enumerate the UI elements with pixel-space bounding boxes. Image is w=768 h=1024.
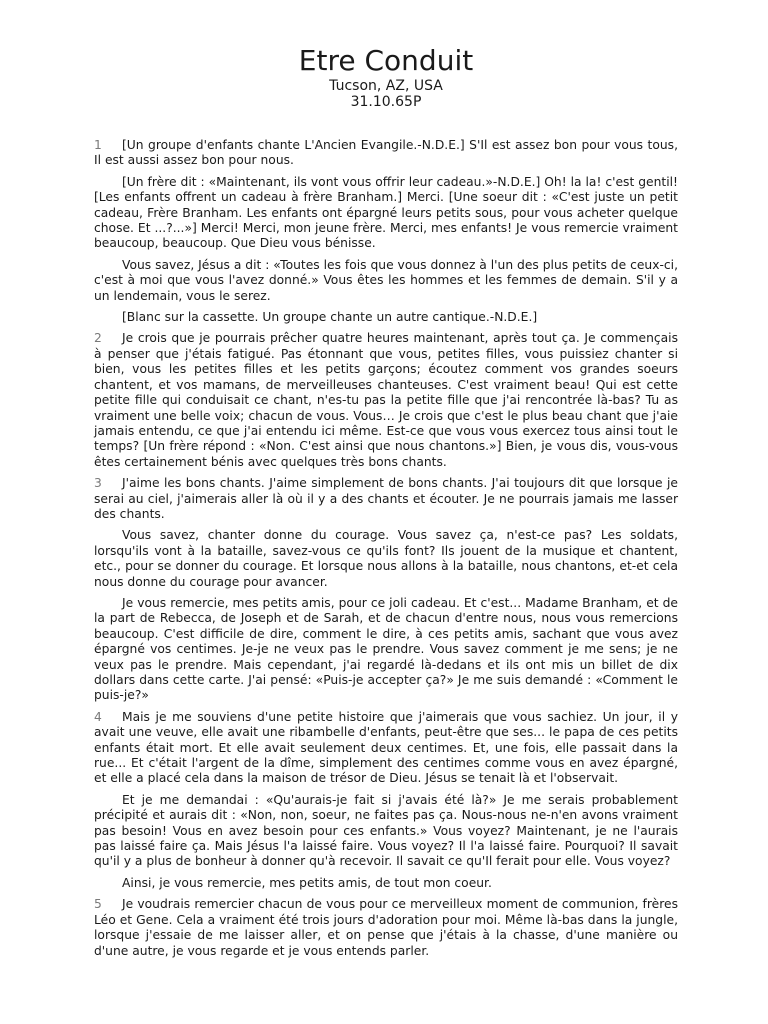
paragraph-text: [Un groupe d'enfants chante L'Ancien Evangile.-N.D.E.] S'Il est assez bon pour vous tous, Il est aussi assez bon pour nous. [94,138,678,168]
paragraph-text: [Blanc sur la cassette. Un groupe chante un autre cantique.-N.D.E.] [122,310,538,325]
paragraph [94,175,678,252]
document-body [94,138,678,959]
paragraph-number: 5 [94,897,102,912]
paragraph-text: Je crois que je pourrais prêcher quatre heures maintenant, après tout ça. Je commençais à penser que j'étais fatigué. Pas étonnant que vous, petites filles, vous puissiez chanter si bien, vous les petites filles et les petits garçons; écoutez comment vos grandes soeurs chantent, et vos mamans, de merveilleuses chanteuses. C'est vraiment beau! Qui est cette petite fille qui conduisait ce chant, n'es-tu pas la petite fille que j'ai rencontrée là-bas? Tu as vraiment une belle voix; chacun de vous. Vous… Je crois que c'est le plus beau chant que j'aie jamais entendu, ce que j'ai entendu ici même. Est-ce que vous vous exercez tous ainsi tout le temps? [Un frère répond : «Non. C'est ainsi que nous chantons.»] Bien, je vous dis, vous-vous êtes certainement bénis avec quelques très bons chants. [94,331,678,469]
paragraph [94,258,678,304]
document-header [94,44,678,110]
paragraph-text: Ainsi, je vous remercie, mes petits amis, de tout mon coeur. [122,875,492,890]
document-date-code: 31.10.65P [350,94,422,110]
document-title: Etre Conduit [298,44,474,77]
paragraph-text: Mais je me souviens d'une petite histoire que j'aimerais que vous sachiez. Un jour, il y avait une veuve, elle avait une ribambelle d'enfants, peut-être que ses... le papa de ces petits enfants était mort. Et elle avait seulement deux centimes. Et, une fois, elle passait dans la rue... Et c'était l'argent de la dîme, simplement des centimes comme vous en avez épargné, et elle a placé cela dans la maison de trésor de Dieu. Jésus se tenait là et l'observait. [94,709,678,786]
paragraph-number: 3 [94,476,102,491]
paragraph [94,310,678,325]
paragraph-text: J'aime les bons chants. J'aime simplement de bons chants. J'ai toujours dit que lorsque je serai au ciel, j'aimerais aller là où il y a des chants et écouter. Je ne pourrais jamais me lasser des chants. [94,476,678,521]
paragraph-text: Je vous remercie, mes petits amis, pour ce joli cadeau. Et c'est... Madame Branham, et de la part de Rebecca, de Joseph et de Sarah, et de chacun d'entre nous, nous vous remercions beaucoup. C'est difficile de dire, comment le dire, à ces petits amis, sachant que vous avez épargné vos centimes. Je-je ne veux pas le prendre. Vous savez comment je me sens; je ne veux pas le prendre. Mais cependant, j'ai regardé là-dedans et ils ont mis un billet de dix dollars dans cette carte. J'ai pensé: «Puis-je accepter ça?» Je me suis demandé : «Comment le puis-je?» [94,595,678,703]
paragraph-text: [Un frère dit : «Maintenant, ils vont vous offrir leur cadeau.»-N.D.E.] Oh! la la! c'est gentil! [Les enfants offrent un cadeau à frère Branham.] Merci. [Une soeur dit : «C'est juste un petit cadeau, Frère Branham. Les enfants ont épargné leurs petits sous, pour vous acheter quelque chose. Et ...?...»] Merci! Merci, mon jeune frère. Merci, mes enfants! Je vous remercie vraiment beaucoup, beaucoup. Que Dieu vous bénisse. [94,174,678,251]
paragraph [94,793,678,870]
paragraph [94,476,678,522]
paragraph-text: Vous savez, chanter donne du courage. Vous savez ça, n'est-ce pas? Les soldats, lorsqu'ils vont à la bataille, savez-vous ce qu'ils font? Ils jouent de la musique et chantent, etc., pour se donner du courage. Et lorsque nous allons à la bataille, nous chantons, et-et cela nous donne du courage pour avancer. [94,528,678,589]
paragraph [94,528,678,590]
paragraph-text: Je voudrais remercier chacun de vous pour ce merveilleux moment de communion, frères Léo et Gene. Cela a vraiment été trois jours d'adoration pour moi. Même là-bas dans la jungle, lorsque j'essaie de me laisser aller, et on pense que j'étais à la chasse, d'une manière ou d'une autre, je vous regarde et je vous entends parler. [94,897,678,958]
paragraph [94,876,678,891]
paragraph [94,897,678,959]
paragraph [94,596,678,704]
paragraph [94,138,678,169]
paragraph-text: Vous savez, Jésus a dit : «Toutes les fois que vous donnez à l'un des plus petits de ceux-ci, c'est à moi que vous l'avez donné.» Vous êtes les hommes et les femmes de demain. S'il y a un lendemain, vous le serez. [94,257,679,303]
paragraph-number: 1 [94,138,102,152]
paragraph-number: 2 [94,331,102,346]
paragraph-number: 4 [94,709,102,724]
document-location: Tucson, AZ, USA [329,78,443,94]
paragraph [94,710,678,787]
paragraph-text: Et je me demandai : «Qu'aurais-je fait si j'avais été là?» Je me serais probablement précipité et aurais dit : «Non, non, soeur, ne faites pas ça. Nous-nous ne-n'en avons vraiment pas besoin! Vous en avez besoin pour ces enfants.» Vous voyez? Maintenant, je ne l'aurais pas laissé faire ça. Mais Jésus l'a laissé faire. Vous voyez? Il l'a laissé faire. Pourquoi? Il savait qu'il y a plus de bonheur à donner qu'à recevoir. Il savait ce qu'Il ferait pour elle. Vous voyez? [94,792,678,869]
paragraph [94,331,678,470]
